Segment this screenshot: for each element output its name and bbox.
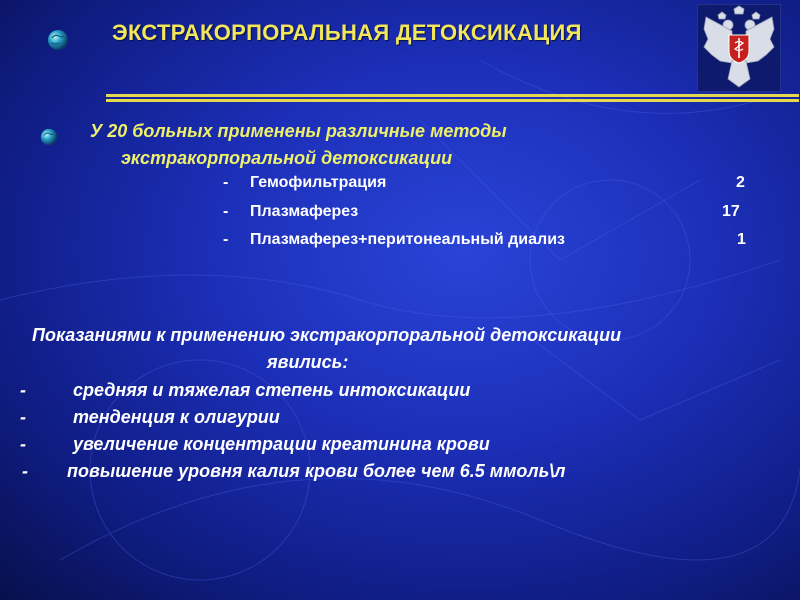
method-name: Плазмаферез <box>250 203 359 220</box>
title-divider-top <box>106 94 799 97</box>
indication-text: тенденция к олигурии <box>73 407 280 427</box>
method-item <box>223 200 753 224</box>
intro-paragraph <box>90 118 650 172</box>
method-item <box>223 228 753 252</box>
list-dash: - <box>223 231 229 248</box>
list-dash: - <box>22 461 28 481</box>
indication-item <box>0 404 780 430</box>
list-dash: - <box>223 174 229 191</box>
title-divider-bottom <box>106 99 799 102</box>
indication-item <box>0 458 780 484</box>
list-dash: - <box>223 203 229 220</box>
intro-line-2: экстракорпоральной детоксикации <box>121 148 453 168</box>
indication-text: повышение уровня калия крови более чем 6.5 ммоль\л <box>67 461 566 481</box>
list-dash: - <box>20 380 26 400</box>
list-dash: - <box>20 407 26 427</box>
globe-bullet-icon <box>40 128 58 146</box>
method-count: 2 <box>736 174 745 191</box>
globe-bullet-icon <box>47 29 69 51</box>
indication-item <box>0 431 780 457</box>
indication-item <box>0 377 780 403</box>
indications-heading-line-2: явились: <box>267 352 349 372</box>
method-item <box>223 171 753 195</box>
indications-heading-line-1: Показаниями к применению экстракорпоральной детоксикации <box>32 325 622 345</box>
method-count: 1 <box>737 231 746 248</box>
ministry-emblem-icon <box>697 4 781 92</box>
intro-line-1: У 20 больных применены различные методы <box>90 121 507 141</box>
slide-title: ЭКСТРАКОРПОРАЛЬНАЯ ДЕТОКСИКАЦИЯ <box>112 20 582 45</box>
method-name: Плазмаферез+перитонеальный диализ <box>250 231 565 248</box>
method-name: Гемофильтрация <box>250 174 387 191</box>
method-count: 17 <box>722 203 740 220</box>
indication-text: увеличение концентрации креатинина крови <box>73 434 490 454</box>
list-dash: - <box>20 434 26 454</box>
indication-text: средняя и тяжелая степень интоксикации <box>73 380 471 400</box>
indications-heading <box>32 322 772 376</box>
